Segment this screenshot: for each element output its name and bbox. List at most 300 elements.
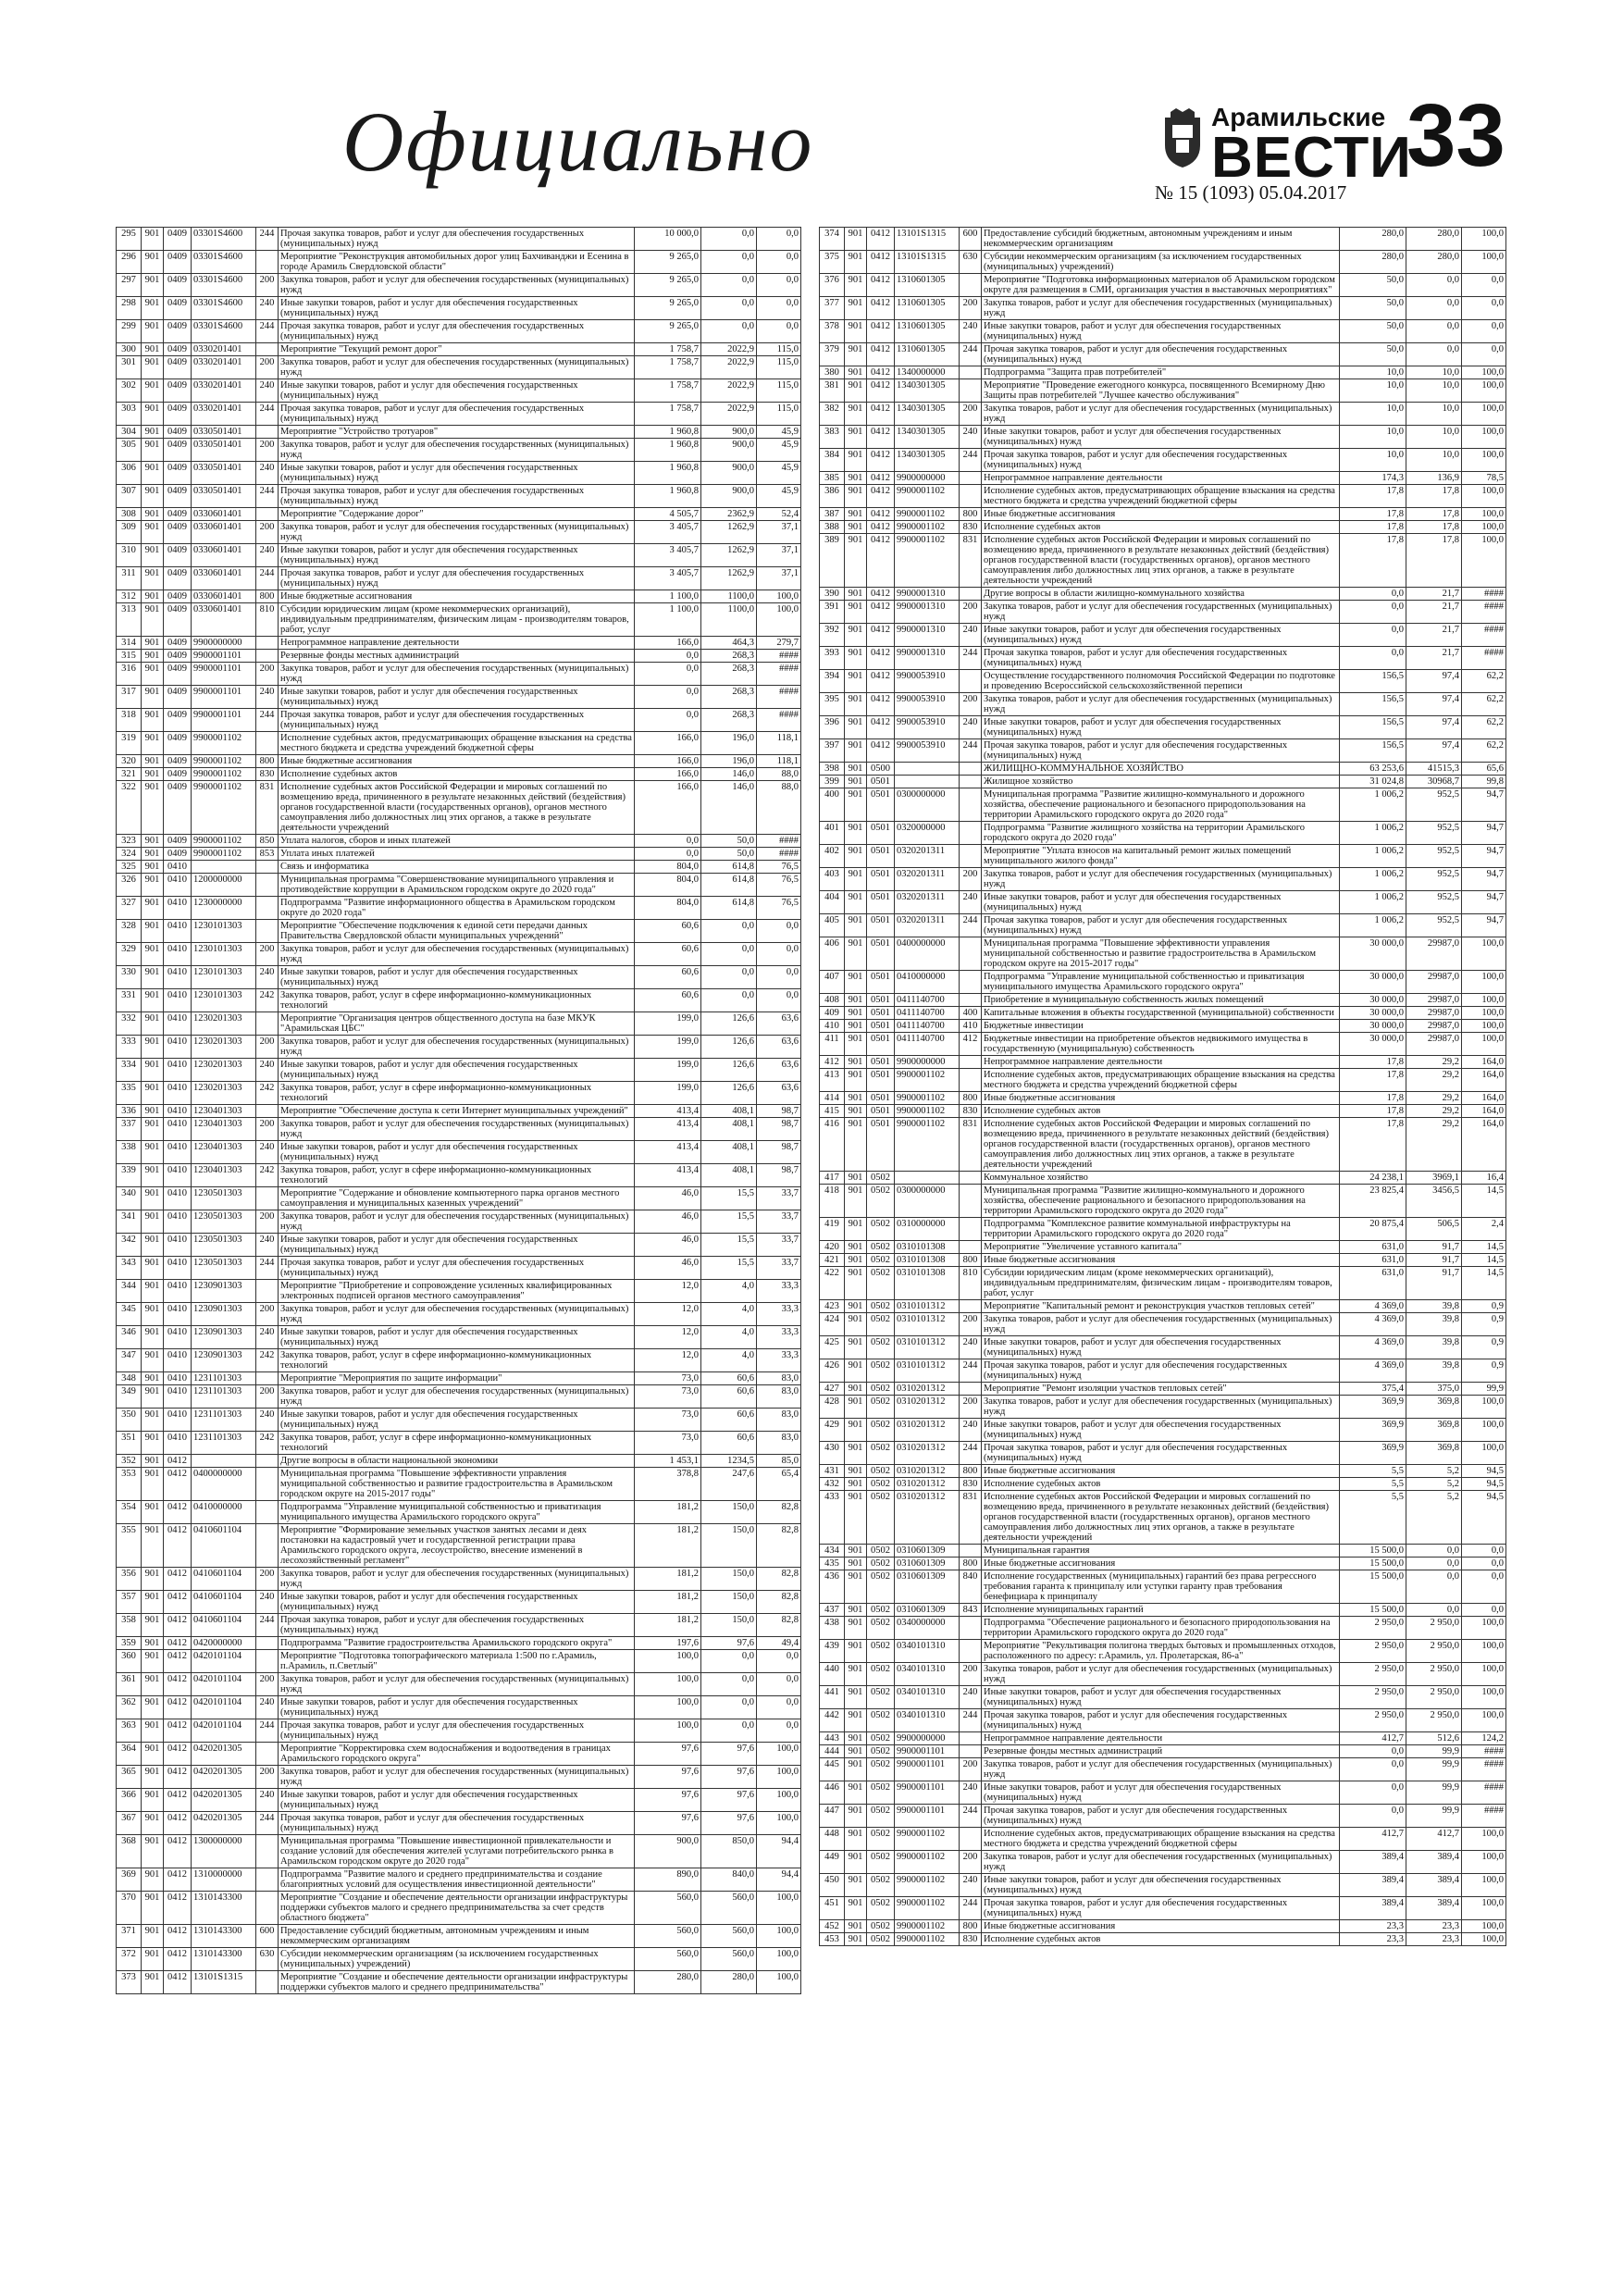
plan-amount: 1 006,2 (1340, 822, 1406, 845)
expense-type (256, 1280, 279, 1303)
table-row (820, 716, 1506, 739)
section-code: 0502 (867, 1570, 895, 1604)
expense-type: 800 (960, 1558, 982, 1570)
plan-amount: 30 000,0 (1340, 1007, 1406, 1020)
percent: 100,0 (1462, 1396, 1506, 1419)
table-row (820, 1033, 1506, 1056)
target-code: 0410601104 (192, 1614, 256, 1637)
table-row (820, 1383, 1506, 1396)
item-name: Подпрограмма "Развитие градостроительства Арамильского городского округа" (279, 1637, 635, 1650)
target-code: 0410000000 (192, 1501, 256, 1524)
item-name: Муниципальная программа "Повышение эффективности управления муниципальной собственностью и развитие градостроительства в Арамильском городском округе на 2015-2017 годы" (982, 937, 1340, 971)
row-number: 350 (117, 1409, 142, 1432)
section-code: 0502 (867, 1545, 895, 1558)
item-name: Мероприятие "Обеспечение подключения к единой сети передачи данных Правительства Свердловской области муниципальных учреждений" (279, 920, 635, 943)
actual-amount: 10,0 (1406, 379, 1462, 403)
percent: 98,7 (757, 1164, 801, 1187)
item-name: Прочая закупка товаров, работ и услуг для обеспечения государственных (муниципальных) нужд (279, 1614, 635, 1637)
row-number: 400 (820, 788, 845, 822)
row-number: 363 (117, 1719, 142, 1743)
row-number: 381 (820, 379, 845, 403)
item-name: Муниципальная программа "Повышение эффективности управления муниципальной собственностью и развитие градостроительства в Арамильском городском округе на 2015-2017 годы" (279, 1468, 635, 1501)
section-code: 0410 (164, 1082, 192, 1105)
plan-amount: 2 950,0 (1340, 1686, 1406, 1709)
target-code: 03301S4600 (192, 320, 256, 343)
percent: 0,0 (757, 1696, 801, 1719)
table-row (820, 251, 1506, 274)
percent: 14,5 (1462, 1267, 1506, 1300)
plan-amount: 30 000,0 (1340, 971, 1406, 994)
target-code: 0310101308 (895, 1241, 960, 1254)
target-code: 1230101303 (192, 943, 256, 966)
actual-amount: 150,0 (701, 1614, 757, 1637)
table-row (820, 343, 1506, 366)
item-name: Закупка товаров, работ, услуг в сфере информационно-коммуникационных технологий (279, 1082, 635, 1105)
percent: 124,2 (1462, 1732, 1506, 1745)
section-code: 0501 (867, 1092, 895, 1105)
row-number: 402 (820, 845, 845, 868)
item-name: Иные закупки товаров, работ и услуг для обеспечения государственных (муниципальных) нужд (279, 1059, 635, 1082)
item-name: Закупка товаров, работ и услуг для обеспечения государственных (муниципальных) нужд (982, 1663, 1340, 1686)
percent: 83,0 (757, 1385, 801, 1409)
actual-amount: 268,3 (701, 650, 757, 663)
section-code: 0502 (867, 1897, 895, 1920)
percent: #### (757, 686, 801, 709)
item-name: Иные закупки товаров, работ и услуг для обеспечения государственных (муниципальных) нужд (279, 686, 635, 709)
section-code: 0409 (164, 848, 192, 861)
grbs-code: 901 (142, 1210, 164, 1234)
table-row (117, 297, 801, 320)
row-number: 313 (117, 603, 142, 637)
actual-amount: 369,8 (1406, 1442, 1462, 1465)
target-code: 0330601401 (192, 508, 256, 521)
expense-type: 244 (256, 709, 279, 732)
item-name: Исполнение судебных актов Российской Федерации и мировых соглашений по возмещению вреда, причиненного в результате незаконных действий (бездействия) органов государственной власти (государственных органов), органов местного самоуправления либо должностных лиц этих органов, а также в результате деятельности учреждений (982, 1118, 1340, 1172)
item-name: Прочая закупка товаров, работ и услуг для обеспечения государственных (муниципальных) нужд (982, 914, 1340, 937)
actual-amount: 5,2 (1406, 1478, 1462, 1491)
row-number: 419 (820, 1218, 845, 1241)
table-row (117, 1234, 801, 1257)
actual-amount: 280,0 (701, 1971, 757, 1994)
table-row (820, 845, 1506, 868)
item-name: Иные закупки товаров, работ и услуг для обеспечения государственных (муниципальных) нужд (279, 1591, 635, 1614)
percent: 83,0 (757, 1372, 801, 1385)
expense-type: 831 (256, 781, 279, 835)
expense-type: 600 (960, 228, 982, 251)
expense-type: 630 (256, 1948, 279, 1971)
percent: #### (1462, 588, 1506, 601)
grbs-code: 901 (845, 1218, 867, 1241)
actual-amount: 0,0 (701, 989, 757, 1012)
section-code: 0412 (164, 1524, 192, 1568)
table-row (117, 1326, 801, 1349)
expense-type: 831 (960, 1491, 982, 1545)
item-name: Уплата иных платежей (279, 848, 635, 861)
target-code: 0330501401 (192, 462, 256, 485)
actual-amount: 0,0 (701, 274, 757, 297)
actual-amount: 0,0 (701, 320, 757, 343)
plan-amount: 0,0 (635, 663, 701, 686)
item-name: Иные бюджетные ассигнования (982, 1558, 1340, 1570)
row-number: 399 (820, 776, 845, 788)
grbs-code: 901 (142, 1524, 164, 1568)
target-code: 1230401303 (192, 1105, 256, 1118)
target-code: 9900001102 (895, 1920, 960, 1933)
section-code: 0409 (164, 732, 192, 755)
section-code: 0412 (164, 1455, 192, 1468)
target-code: 13101S1315 (895, 251, 960, 274)
plan-amount: 181,2 (635, 1591, 701, 1614)
percent: 0,0 (757, 297, 801, 320)
expense-type: 200 (256, 1303, 279, 1326)
actual-amount: 2022,9 (701, 356, 757, 379)
item-name: Прочая закупка товаров, работ и услуг для обеспечения государственных (муниципальных) нужд (982, 1442, 1340, 1465)
target-code: 0310101312 (895, 1359, 960, 1383)
section-code: 0409 (164, 485, 192, 508)
target-code: 1230000000 (192, 897, 256, 920)
table-row (820, 426, 1506, 449)
actual-amount: 196,0 (701, 755, 757, 768)
actual-amount: 952,5 (1406, 868, 1462, 891)
actual-amount: 29987,0 (1406, 971, 1462, 994)
section-code: 0502 (867, 1359, 895, 1383)
expense-type: 240 (256, 462, 279, 485)
grbs-code: 901 (845, 670, 867, 693)
row-number: 341 (117, 1210, 142, 1234)
percent: 52,4 (757, 508, 801, 521)
expense-type: 244 (256, 320, 279, 343)
expense-type: 200 (256, 1673, 279, 1696)
target-code: 0340101310 (895, 1686, 960, 1709)
section-code: 0412 (867, 228, 895, 251)
target-code: 0310101308 (895, 1254, 960, 1267)
expense-type: 244 (960, 647, 982, 670)
item-name: Прочая закупка товаров, работ и услуг для обеспечения государственных (муниципальных) нужд (982, 647, 1340, 670)
actual-amount: 99,9 (1406, 1745, 1462, 1758)
plan-amount: 63 253,6 (1340, 763, 1406, 776)
target-code: 0330501401 (192, 426, 256, 439)
plan-amount: 17,8 (1340, 508, 1406, 521)
item-name: Прочая закупка товаров, работ и услуг для обеспечения государственных (муниципальных) нужд (279, 403, 635, 426)
row-number: 296 (117, 251, 142, 274)
expense-type: 240 (256, 297, 279, 320)
target-code: 0330201401 (192, 379, 256, 403)
expense-type: 831 (960, 1118, 982, 1172)
table-row (117, 1372, 801, 1385)
table-row (820, 1056, 1506, 1069)
item-name: Мероприятие "Устройство тротуаров" (279, 426, 635, 439)
actual-amount: 2 950,0 (1406, 1663, 1462, 1686)
percent: 100,0 (1462, 426, 1506, 449)
target-code: 0340000000 (895, 1617, 960, 1640)
table-row (820, 1933, 1506, 1946)
table-row (117, 228, 801, 251)
table-row (117, 1971, 801, 1994)
plan-amount: 156,5 (1340, 739, 1406, 763)
plan-amount: 1 453,1 (635, 1455, 701, 1468)
target-code: 1310143300 (192, 1892, 256, 1925)
item-name: Муниципальная гарантия (982, 1545, 1340, 1558)
section-code: 0502 (867, 1663, 895, 1686)
grbs-code: 901 (845, 601, 867, 624)
table-row (117, 356, 801, 379)
grbs-code: 901 (142, 943, 164, 966)
item-name: Прочая закупка товаров, работ и услуг для обеспечения государственных (муниципальных) нужд (982, 343, 1340, 366)
table-row (117, 1614, 801, 1637)
plan-amount: 46,0 (635, 1257, 701, 1280)
expense-type (256, 1650, 279, 1673)
actual-amount: 146,0 (701, 768, 757, 781)
table-row (117, 920, 801, 943)
expense-type (960, 379, 982, 403)
target-code: 9900001102 (192, 732, 256, 755)
target-code: 0310101312 (895, 1336, 960, 1359)
actual-amount: 150,0 (701, 1568, 757, 1591)
plan-amount: 5,5 (1340, 1465, 1406, 1478)
grbs-code: 901 (845, 914, 867, 937)
target-code: 9900001102 (895, 1933, 960, 1946)
percent: 100,0 (1462, 366, 1506, 379)
plan-amount: 1 758,7 (635, 356, 701, 379)
grbs-code: 901 (845, 1828, 867, 1851)
target-code (192, 861, 256, 874)
grbs-code: 901 (142, 732, 164, 755)
percent: 0,0 (757, 1719, 801, 1743)
grbs-code: 901 (142, 228, 164, 251)
section-code: 0412 (867, 670, 895, 693)
table-row (820, 1663, 1506, 1686)
grbs-code: 901 (845, 1033, 867, 1056)
row-number: 422 (820, 1267, 845, 1300)
actual-amount: 369,8 (1406, 1396, 1462, 1419)
target-code: 1310000000 (192, 1868, 256, 1892)
plan-amount: 24 238,1 (1340, 1172, 1406, 1185)
target-code: 0310201312 (895, 1396, 960, 1419)
section-code: 0410 (164, 920, 192, 943)
plan-amount: 0,0 (635, 709, 701, 732)
row-number: 337 (117, 1118, 142, 1141)
grbs-code: 901 (845, 868, 867, 891)
percent: 100,0 (1462, 1897, 1506, 1920)
grbs-code: 901 (142, 1868, 164, 1892)
item-name: Прочая закупка товаров, работ и услуг для обеспечения государственных (муниципальных) нужд (279, 1257, 635, 1280)
table-row (820, 1254, 1506, 1267)
percent: 100,0 (1462, 1874, 1506, 1897)
row-number: 440 (820, 1663, 845, 1686)
percent: 100,0 (1462, 1663, 1506, 1686)
row-number: 301 (117, 356, 142, 379)
grbs-code: 901 (845, 1254, 867, 1267)
section-code: 0409 (164, 544, 192, 567)
row-number: 441 (820, 1686, 845, 1709)
target-code: 03301S4600 (192, 297, 256, 320)
row-number: 351 (117, 1432, 142, 1455)
plan-amount: 4 369,0 (1340, 1313, 1406, 1336)
table-row (820, 1732, 1506, 1745)
target-code: 9900001101 (895, 1805, 960, 1828)
row-number: 312 (117, 590, 142, 603)
row-number: 305 (117, 439, 142, 462)
section-code: 0412 (164, 1501, 192, 1524)
section-code: 0410 (164, 897, 192, 920)
expense-type: 200 (960, 1758, 982, 1781)
item-name: Мероприятие "Капитальный ремонт и реконструкция участков тепловых сетей" (982, 1300, 1340, 1313)
row-number: 442 (820, 1709, 845, 1732)
row-number: 433 (820, 1491, 845, 1545)
grbs-code: 901 (142, 1673, 164, 1696)
grbs-code: 901 (845, 274, 867, 297)
target-code: 1310601305 (895, 343, 960, 366)
item-name: Прочая закупка товаров, работ и услуг для обеспечения государственных (муниципальных) нужд (982, 1897, 1340, 1920)
expense-type (960, 1241, 982, 1254)
percent: 83,0 (757, 1432, 801, 1455)
table-row (117, 781, 801, 835)
percent: 100,0 (757, 1892, 801, 1925)
expense-type (256, 897, 279, 920)
grbs-code: 901 (845, 297, 867, 320)
grbs-code: 901 (845, 788, 867, 822)
grbs-code: 901 (845, 1172, 867, 1185)
row-number: 346 (117, 1326, 142, 1349)
section-code: 0412 (164, 1789, 192, 1812)
section-code: 0412 (867, 624, 895, 647)
grbs-code: 901 (845, 1897, 867, 1920)
percent: 0,0 (757, 1673, 801, 1696)
percent: 100,0 (757, 590, 801, 603)
item-name: Подпрограмма "Развитие малого и среднего предпринимательства и создание благоприятных условий для осуществления инвестиционной деятельности" (279, 1868, 635, 1892)
plan-amount: 1 758,7 (635, 379, 701, 403)
actual-amount: 0,0 (701, 943, 757, 966)
percent: 63,6 (757, 1012, 801, 1036)
plan-amount: 156,5 (1340, 716, 1406, 739)
item-name: Мероприятие "Содержание дорог" (279, 508, 635, 521)
row-number: 404 (820, 891, 845, 914)
actual-amount: 1262,9 (701, 544, 757, 567)
row-number: 302 (117, 379, 142, 403)
row-number: 311 (117, 567, 142, 590)
section-code: 0410 (164, 1210, 192, 1234)
percent: 0,0 (757, 228, 801, 251)
actual-amount: 560,0 (701, 1948, 757, 1971)
actual-amount: 60,6 (701, 1385, 757, 1409)
grbs-code: 901 (142, 356, 164, 379)
actual-amount: 50,0 (701, 835, 757, 848)
actual-amount: 10,0 (1406, 366, 1462, 379)
table-row (117, 485, 801, 508)
row-number: 397 (820, 739, 845, 763)
plan-amount: 3 405,7 (635, 521, 701, 544)
actual-amount: 0,0 (701, 920, 757, 943)
target-code: 03301S4600 (192, 251, 256, 274)
actual-amount: 2 950,0 (1406, 1617, 1462, 1640)
plan-amount: 1 006,2 (1340, 788, 1406, 822)
target-code: 1231101303 (192, 1432, 256, 1455)
item-name: Прочая закупка товаров, работ и услуг для обеспечения государственных (муниципальных) нужд (982, 1805, 1340, 1828)
expense-type: 200 (256, 1766, 279, 1789)
actual-amount: 0,0 (1406, 297, 1462, 320)
row-number: 358 (117, 1614, 142, 1637)
section-code: 0502 (867, 1781, 895, 1805)
row-number: 447 (820, 1805, 845, 1828)
expense-type (960, 937, 982, 971)
percent: 82,8 (757, 1501, 801, 1524)
table-row (117, 1948, 801, 1971)
grbs-code: 901 (142, 709, 164, 732)
plan-amount: 166,0 (635, 732, 701, 755)
grbs-code: 901 (142, 663, 164, 686)
grbs-code: 901 (142, 920, 164, 943)
grbs-code: 901 (845, 1442, 867, 1465)
target-code: 1230501303 (192, 1210, 256, 1234)
expense-type: 200 (256, 1568, 279, 1591)
expense-type: 242 (256, 1432, 279, 1455)
item-name: Исполнение судебных актов (279, 768, 635, 781)
item-name: Бюджетные инвестиции (982, 1020, 1340, 1033)
expense-type (960, 1617, 982, 1640)
item-name: Субсидии некоммерческим организациям (за исключением государственных (муниципальных) учреждений) (279, 1948, 635, 1971)
expense-type: 244 (960, 1442, 982, 1465)
section-code: 0501 (867, 776, 895, 788)
plan-amount: 1 006,2 (1340, 845, 1406, 868)
item-name: Закупка товаров, работ и услуг для обеспечения государственных (муниципальных) нужд (982, 601, 1340, 624)
grbs-code: 901 (142, 1696, 164, 1719)
expense-type: 244 (960, 1805, 982, 1828)
row-number: 335 (117, 1082, 142, 1105)
grbs-code: 901 (142, 403, 164, 426)
percent: 94,7 (1462, 868, 1506, 891)
plan-amount: 166,0 (635, 768, 701, 781)
expense-type: 200 (256, 1118, 279, 1141)
grbs-code: 901 (845, 1709, 867, 1732)
table-row (117, 835, 801, 848)
actual-amount: 29987,0 (1406, 1033, 1462, 1056)
table-row (820, 914, 1506, 937)
grbs-code: 901 (142, 1637, 164, 1650)
section-code: 0409 (164, 228, 192, 251)
section-code: 0412 (164, 1637, 192, 1650)
item-name: Исполнение судебных актов, предусматривающих обращение взыскания на средства местного бюджета и средства учреждений бюджетной сферы (982, 1828, 1340, 1851)
target-code: 9900053910 (895, 739, 960, 763)
table-row (820, 403, 1506, 426)
target-code: 1230401303 (192, 1141, 256, 1164)
item-name: Прочая закупка товаров, работ и услуг для обеспечения государственных (муниципальных) нужд (982, 1709, 1340, 1732)
section-code: 0410 (164, 966, 192, 989)
table-row (820, 624, 1506, 647)
plan-amount: 375,4 (1340, 1383, 1406, 1396)
table-row (820, 788, 1506, 822)
plan-amount: 199,0 (635, 1012, 701, 1036)
actual-amount: 1262,9 (701, 567, 757, 590)
actual-amount: 4,0 (701, 1280, 757, 1303)
item-name: Мероприятие "Рекультивация полигона твердых бытовых и промышленных отходов, расположенного по адресу: г.Арамиль, ул. Пролетарская, 86-а" (982, 1640, 1340, 1663)
item-name: Закупка товаров, работ и услуг для обеспечения государственных (муниципальных) нужд (982, 403, 1340, 426)
table-row (117, 1696, 801, 1719)
expense-type (960, 763, 982, 776)
row-number: 453 (820, 1933, 845, 1946)
expense-type: 240 (256, 1409, 279, 1432)
grbs-code: 901 (845, 1933, 867, 1946)
target-code: 03301S4600 (192, 228, 256, 251)
actual-amount: 97,4 (1406, 739, 1462, 763)
table-row (117, 1868, 801, 1892)
expense-type: 244 (256, 1614, 279, 1637)
table-row (117, 989, 801, 1012)
percent: 0,9 (1462, 1336, 1506, 1359)
item-name: Субсидии юридическим лицам (кроме некоммерческих организаций), индивидуальным предпринимателям, физическим лицам - производителям товаров, работ, услуг (279, 603, 635, 637)
grbs-code: 901 (142, 251, 164, 274)
section-code: 0410 (164, 1059, 192, 1082)
percent: 100,0 (757, 1948, 801, 1971)
